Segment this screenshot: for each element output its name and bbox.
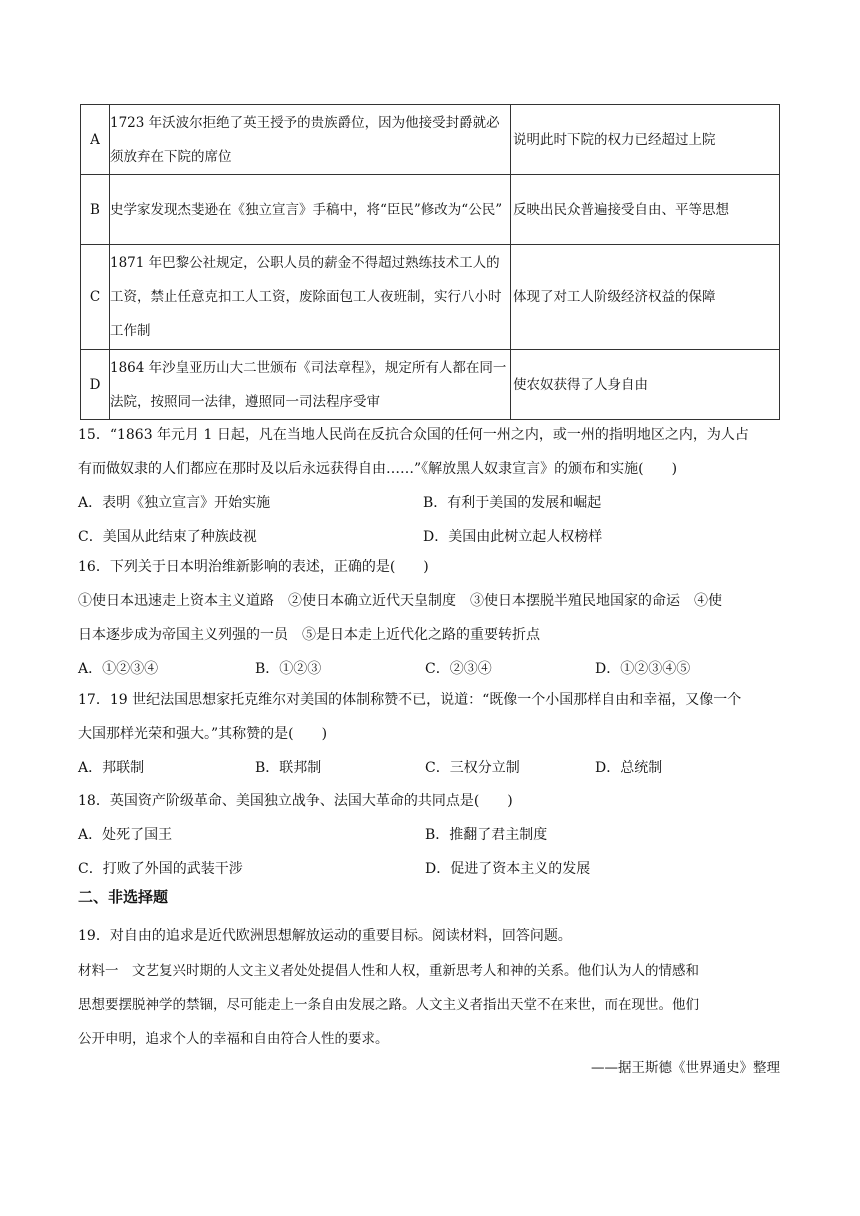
q16-statements-line1: ①使日本迅速走上资本主义道路 ②使日本确立近代天皇制度 ③使日本摆脱半殖民地国家的命运 ④使	[78, 593, 722, 609]
row-letter: A	[81, 105, 110, 175]
q18-option-c[interactable]: C．打败了外国的武装干涉	[78, 861, 243, 877]
question-16	[78, 550, 784, 686]
row-event: 1871 年巴黎公社规定，公职人员的薪金不得超过熟练技术工人的工资，禁止任意克扣工人工资，废除面包工人夜班制，实行八小时工作制	[110, 245, 511, 350]
row-event: 1723 年沃波尔拒绝了英王授予的贵族爵位，因为他接受封爵就必须放弃在下院的席位	[110, 105, 511, 175]
q16-statements-line2: 日本逐步成为帝国主义列强的一员 ⑤是日本走上近代化之路的重要转折点	[78, 627, 540, 643]
row-analysis: 说明此时下院的权力已经超过上院	[511, 105, 780, 175]
q18-option-d[interactable]: D．促进了资本主义的发展	[425, 861, 591, 877]
table-row	[81, 245, 780, 350]
row-letter: C	[81, 245, 110, 350]
q18-options-row1	[78, 818, 784, 852]
material-line1: 材料一 文艺复兴时期的人文主义者处处提倡人性和人权，重新思考人和神的关系。他们认为人的情感和	[78, 963, 699, 979]
q15-stem-line1: 15．“1863 年元月 1 日起，凡在当地人民尚在反抗合众国的任何一州之内，或一州的指明地区之内，为人占	[78, 427, 749, 443]
q17-option-a[interactable]: A．邦联制	[78, 760, 145, 776]
question-18	[78, 784, 784, 886]
table-row	[81, 350, 780, 420]
q16-option-c[interactable]: C．②③④	[425, 661, 492, 677]
question-19-stem	[78, 919, 784, 953]
section-heading: 二、非选择题	[78, 888, 169, 906]
row-letter: B	[81, 175, 110, 245]
q15-stem-line2: 有而做奴隶的人们都应在那时及以后永远获得自由……”《解放黑人奴隶宣言》的颁布和实施( )	[78, 461, 678, 477]
options-table	[80, 104, 780, 420]
row-letter: D	[81, 350, 110, 420]
table-row	[81, 175, 780, 245]
q17-option-d[interactable]: D．总统制	[595, 760, 663, 776]
q18-option-b[interactable]: B．推翻了君主制度	[425, 827, 548, 843]
q16-option-d[interactable]: D．①②③④⑤	[595, 661, 691, 677]
q15-options-row2	[78, 520, 784, 554]
q15-option-c[interactable]: C．美国从此结束了种族歧视	[78, 529, 257, 545]
q15-option-b[interactable]: B．有利于美国的发展和崛起	[423, 495, 602, 511]
q18-option-a[interactable]: A．处死了国王	[78, 827, 173, 843]
q16-option-b[interactable]: B．①②③	[255, 661, 322, 677]
q18-options-row2	[78, 852, 784, 886]
material-one	[78, 954, 782, 1056]
q16-option-a[interactable]: A．①②③④	[78, 661, 159, 677]
row-event: 1864 年沙皇亚历山大二世颁布《司法章程》，规定所有人都在同一法院，按照同一法律，遵照同一司法程序受审	[110, 350, 511, 420]
q16-options	[78, 652, 784, 686]
material-line2: 思想要摆脱神学的禁锢，尽可能走上一条自由发展之路。人文主义者指出天堂不在来世，而在现世。他们	[78, 997, 699, 1013]
row-event: 史学家发现杰斐逊在《独立宣言》手稿中，将“臣民”修改为“公民”	[110, 175, 511, 245]
q17-option-b[interactable]: B．联邦制	[255, 760, 322, 776]
material-source: ——据王斯德《世界通史》整理	[591, 1060, 780, 1076]
question-15	[78, 418, 784, 554]
q17-stem-line2: 大国那样光荣和强大。”其称赞的是( )	[78, 726, 328, 742]
q19-stem: 19．对自由的追求是近代欧洲思想解放运动的重要目标。阅读材料，回答问题。	[78, 928, 572, 944]
q17-stem-line1: 17．19 世纪法国思想家托克维尔对美国的体制称赞不已，说道：“既像一个小国那样自由和幸福，又像一个	[78, 692, 742, 708]
q15-option-d[interactable]: D．美国由此树立起人权榜样	[423, 529, 603, 545]
q16-stem: 16．下列关于日本明治维新影响的表述，正确的是( )	[78, 559, 429, 575]
q18-stem: 18．英国资产阶级革命、美国独立战争、法国大革命的共同点是( )	[78, 793, 513, 809]
question-17	[78, 683, 784, 785]
q17-options	[78, 751, 784, 785]
row-analysis: 使农奴获得了人身自由	[511, 350, 780, 420]
q17-option-c[interactable]: C．三权分立制	[425, 760, 520, 776]
table-row	[81, 105, 780, 175]
q15-option-a[interactable]: A．表明《独立宣言》开始实施	[78, 495, 271, 511]
material-line3: 公开申明，追求个人的幸福和自由符合人性的要求。	[78, 1031, 389, 1047]
q15-options-row1	[78, 486, 784, 520]
row-analysis: 反映出民众普遍接受自由、平等思想	[511, 175, 780, 245]
row-analysis: 体现了对工人阶级经济权益的保障	[511, 245, 780, 350]
